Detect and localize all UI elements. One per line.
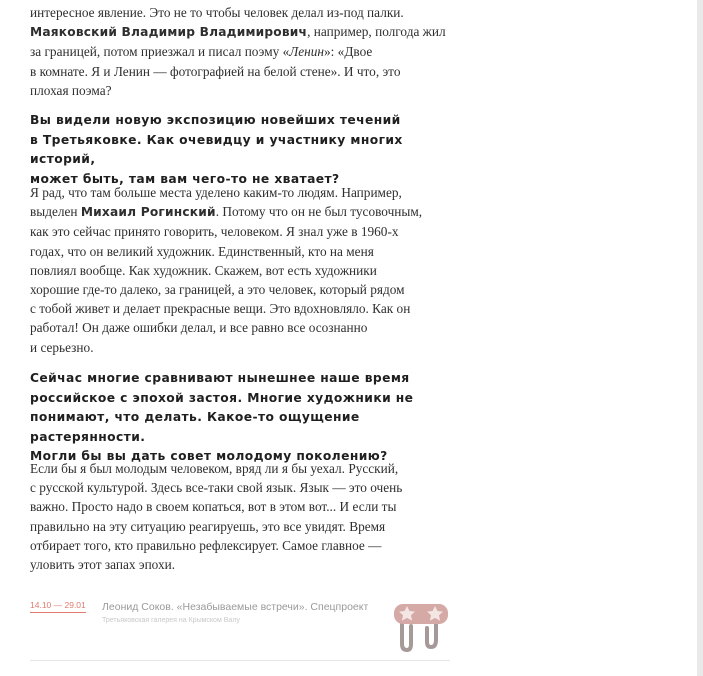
person-name: Михаил Рогинский	[80, 205, 216, 220]
exhibition-dates: 14.10 — 29.01	[30, 600, 86, 613]
question-line: российское с эпохой застоя. Многие художники не	[30, 390, 414, 405]
question-line: может быть, там вам чего-то не хватает?	[30, 171, 340, 186]
divider	[30, 660, 450, 661]
text-line: . Потому что он не был тусовочным,	[215, 204, 423, 220]
answer-paragraph-2	[30, 183, 460, 357]
text-line: правильно на эту ситуацию реагируешь, это все увидят. Время	[30, 518, 386, 534]
exhibition-title-link[interactable]: Леонид Соков. «Незабываемые встречи». Спецпроект	[102, 601, 369, 613]
text-line: , например, полгода жил	[307, 24, 446, 40]
question-1	[30, 111, 460, 189]
text-line: »: «Двое	[324, 44, 373, 60]
text-line: отбирает того, кто правильно рефлексирует. Самое главное —	[30, 537, 382, 553]
poem-title: Ленин	[289, 44, 324, 60]
text-line: и серьезно.	[30, 339, 94, 355]
text-line: интересное явление. Это не то чтобы человек делал из-под палки.	[30, 5, 404, 20]
exhibition-promo[interactable]	[30, 600, 450, 656]
text-line: плохая поэма?	[30, 82, 112, 98]
question-2	[30, 369, 460, 467]
text-line: важно. Просто надо в своем копаться, вот в этом вот... И если ты	[30, 499, 397, 515]
text-line: выделен	[30, 204, 81, 220]
star-glasses-sculpture-icon	[392, 600, 450, 654]
text-line: Если бы я был молодым человеком, вряд ли я бы уехал. Русский,	[30, 461, 399, 476]
answer-paragraph-3	[30, 459, 460, 574]
question-line: в Третьяковке. Как очевидцу и участнику многих историй,	[30, 132, 403, 167]
person-name: Маяковский Владимир Владимирович	[30, 25, 308, 40]
question-line: Сейчас многие сравнивают нынешнее наше время	[30, 371, 410, 385]
exhibition-venue: Третьяковская галерея на Крымском Валу	[102, 617, 240, 624]
text-line: годах, что он великий художник. Единственный, кто на меня	[30, 243, 374, 259]
text-line: как это сейчас принято говорить, человеком. Я знал уже в 1960-х	[30, 224, 399, 240]
text-line: хорошие где-то далеко, за границей, а это человек, который рядом	[30, 282, 405, 298]
text-line: уловить этот запах эпохи.	[30, 557, 176, 573]
text-line: работал! Он даже ошибки делал, и все равно все осознанно	[30, 320, 368, 336]
scrollbar-track[interactable]	[697, 0, 703, 676]
question-line: понимают, что делать. Какое-то ощущение растерянности.	[30, 410, 360, 444]
question-line: Могли бы вы дать совет молодому поколению?	[30, 449, 388, 464]
text-line: с тобой живет и делает прекрасные вещи. Это вдохновляло. Как он	[30, 301, 411, 317]
text-line: в комнате. Я и Ленин — фотографией на белой стене». И что, это	[30, 63, 401, 79]
question-line: Вы видели новую экспозицию новейших течений	[30, 113, 401, 127]
text-line: Я рад, что там больше места уделено каким-то людям. Например,	[30, 185, 402, 200]
text-line: повлиял вообще. Как художник. Скажем, вот есть художники	[30, 262, 377, 278]
answer-paragraph-1	[30, 3, 460, 100]
text-line: с русской культурой. Здесь все-таки свой язык. Язык — это очень	[30, 480, 403, 496]
text-line: за границей, потом приезжал и писал поэму «	[30, 44, 290, 60]
